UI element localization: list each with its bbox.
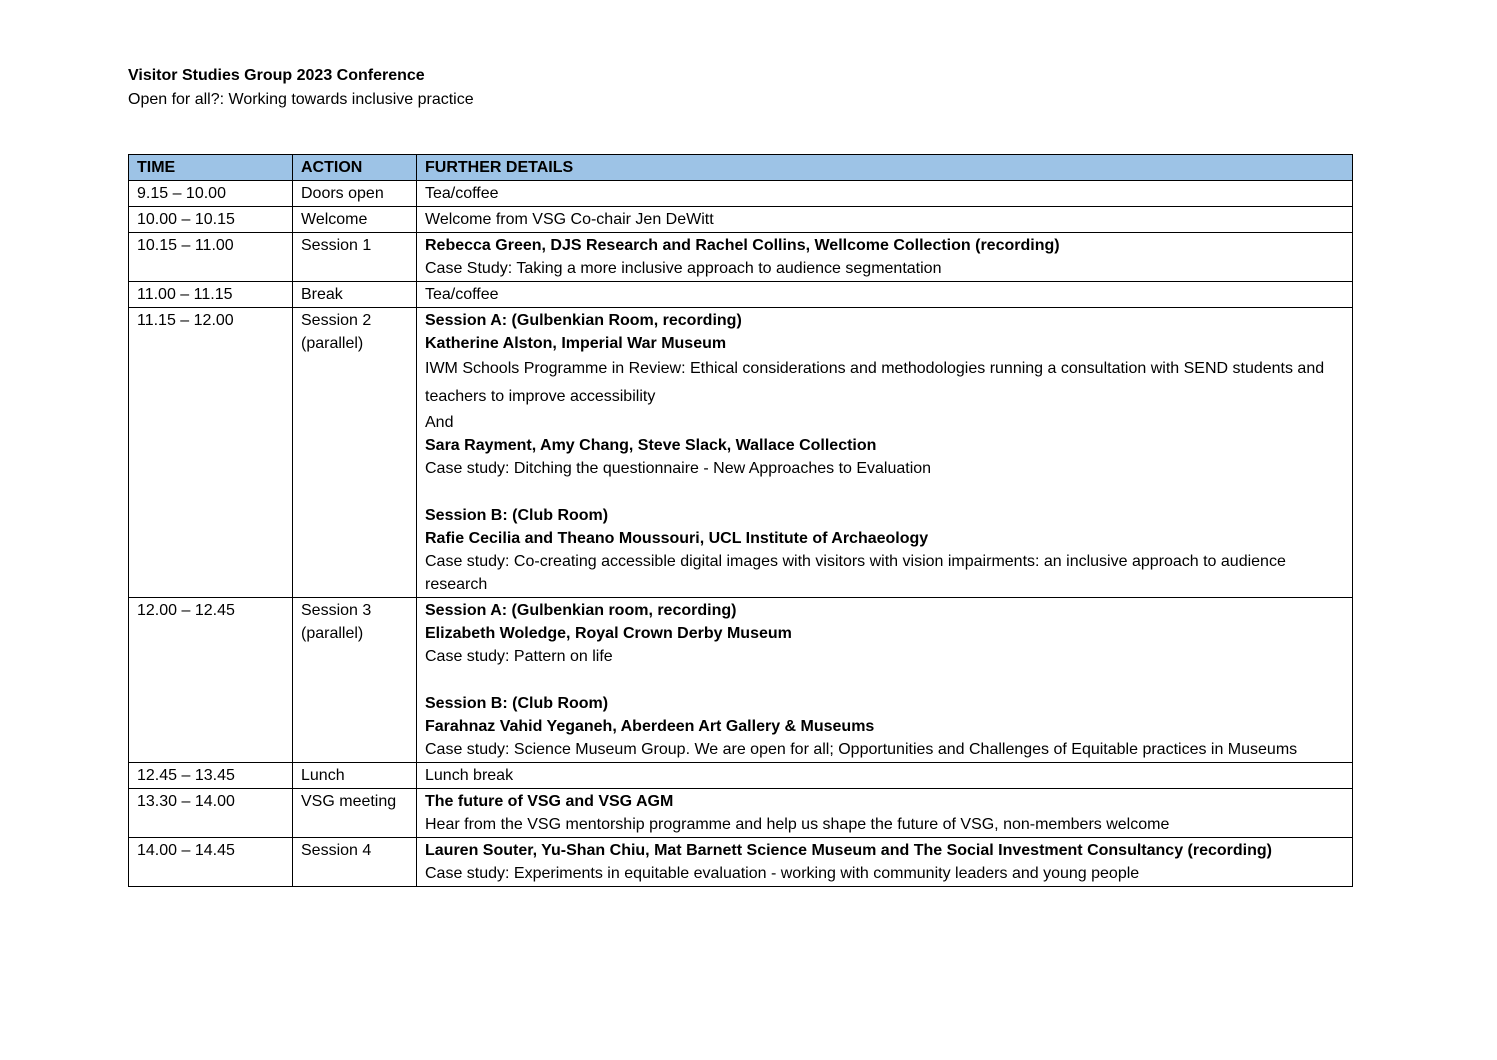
table-row: [129, 308, 1353, 598]
action-cell: [293, 789, 417, 838]
details-cell: [417, 598, 1353, 763]
details-text: Case study: Experiments in equitable evaluation - working with community leaders and young people: [425, 865, 1140, 882]
details-text: Lunch break: [425, 767, 514, 784]
header-action: ACTION: [293, 155, 417, 181]
header-further-details: FURTHER DETAILS: [417, 155, 1353, 181]
action-cell: [293, 233, 417, 282]
action-text: Session 4: [301, 842, 372, 859]
action-cell: [293, 598, 417, 763]
details-cell: [417, 308, 1353, 598]
details-heading: Katherine Alston, Imperial War Museum: [425, 335, 727, 352]
action-cell: [293, 838, 417, 887]
time-cell: 10.00 – 10.15: [129, 207, 293, 233]
details-heading: Elizabeth Woledge, Royal Crown Derby Museum: [425, 625, 792, 642]
table-row: [129, 282, 1353, 308]
details-cell: [417, 207, 1353, 233]
action-text: Doors open: [301, 185, 384, 202]
details-spacer: [425, 668, 1344, 692]
time-cell: 11.00 – 11.15: [129, 282, 293, 308]
action-text: Break: [301, 286, 343, 303]
table-row: [129, 763, 1353, 789]
details-cell: [417, 233, 1353, 282]
details-cell: [417, 838, 1353, 887]
details-text: Case Study: Taking a more inclusive approach to audience segmentation: [425, 260, 942, 277]
details-text: Case study: Ditching the questionnaire - New Approaches to Evaluation: [425, 460, 932, 477]
details-spacer: [425, 480, 1344, 504]
details-heading: The future of VSG and VSG AGM: [425, 793, 674, 810]
details-heading: Farahnaz Vahid Yeganeh, Aberdeen Art Gallery & Museums: [425, 718, 875, 735]
details-text: Case study: Pattern on life: [425, 648, 613, 665]
table-row: [129, 233, 1353, 282]
action-cell: [293, 181, 417, 207]
table-row: [129, 181, 1353, 207]
details-text: Case study: Co-creating accessible digital images with visitors with vision impairments: an inclusive approach to audience research: [425, 553, 1286, 593]
table-row: [129, 838, 1353, 887]
details-cell: [417, 763, 1353, 789]
action-text: Welcome: [301, 211, 368, 228]
action-cell: [293, 282, 417, 308]
details-heading: Session B: (Club Room): [425, 695, 609, 712]
details-text: Hear from the VSG mentorship programme and help us shape the future of VSG, non-members welcome: [425, 816, 1170, 833]
action-text: Lunch: [301, 767, 345, 784]
time-cell: 13.30 – 14.00: [129, 789, 293, 838]
time-cell: 12.00 – 12.45: [129, 598, 293, 763]
schedule-table: [128, 154, 1353, 887]
details-text: And: [425, 414, 454, 431]
details-heading: Lauren Souter, Yu-Shan Chiu, Mat Barnett Science Museum and The Social Investment Consultancy (recording): [425, 842, 1272, 859]
time-cell: 12.45 – 13.45: [129, 763, 293, 789]
action-text: VSG meeting: [301, 793, 397, 810]
time-cell: 10.15 – 11.00: [129, 233, 293, 282]
details-text: Case study: Science Museum Group. We are open for all; Opportunities and Challenges of Equitable practices in Museums: [425, 741, 1298, 758]
schedule-body: [129, 181, 1353, 887]
details-text: Tea/coffee: [425, 185, 499, 202]
action-text: (parallel): [301, 335, 364, 352]
time-cell: 14.00 – 14.45: [129, 838, 293, 887]
action-cell: [293, 308, 417, 598]
details-heading: Session B: (Club Room): [425, 507, 609, 524]
time-cell: 11.15 – 12.00: [129, 308, 293, 598]
time-cell: 9.15 – 10.00: [129, 181, 293, 207]
details-heading: Session A: (Gulbenkian Room, recording): [425, 312, 742, 329]
action-text: Session 3: [301, 602, 372, 619]
action-text: Session 2: [301, 312, 372, 329]
details-text: Tea/coffee: [425, 286, 499, 303]
details-heading: Session A: (Gulbenkian room, recording): [425, 602, 737, 619]
details-text: IWM Schools Programme in Review: Ethical considerations and methodologies running a consultation with SEND students and teachers to improve accessibility: [425, 360, 1325, 405]
document-title: Visitor Studies Group 2023 Conference: [128, 67, 425, 84]
table-row: [129, 598, 1353, 763]
table-header-row: [129, 155, 1353, 181]
action-text: Session 1: [301, 237, 372, 254]
table-row: [129, 207, 1353, 233]
details-heading: Rafie Cecilia and Theano Moussouri, UCL Institute of Archaeology: [425, 530, 929, 547]
action-cell: [293, 207, 417, 233]
details-cell: [417, 181, 1353, 207]
details-cell: [417, 282, 1353, 308]
header-time: TIME: [129, 155, 293, 181]
details-cell: [417, 789, 1353, 838]
action-cell: [293, 763, 417, 789]
details-text: Welcome from VSG Co-chair Jen DeWitt: [425, 211, 714, 228]
document-subtitle: Open for all?: Working towards inclusive practice: [128, 91, 474, 108]
details-heading: Rebecca Green, DJS Research and Rachel Collins, Wellcome Collection (recording): [425, 237, 1060, 254]
table-row: [129, 789, 1353, 838]
action-text: (parallel): [301, 625, 364, 642]
details-heading: Sara Rayment, Amy Chang, Steve Slack, Wallace Collection: [425, 437, 877, 454]
